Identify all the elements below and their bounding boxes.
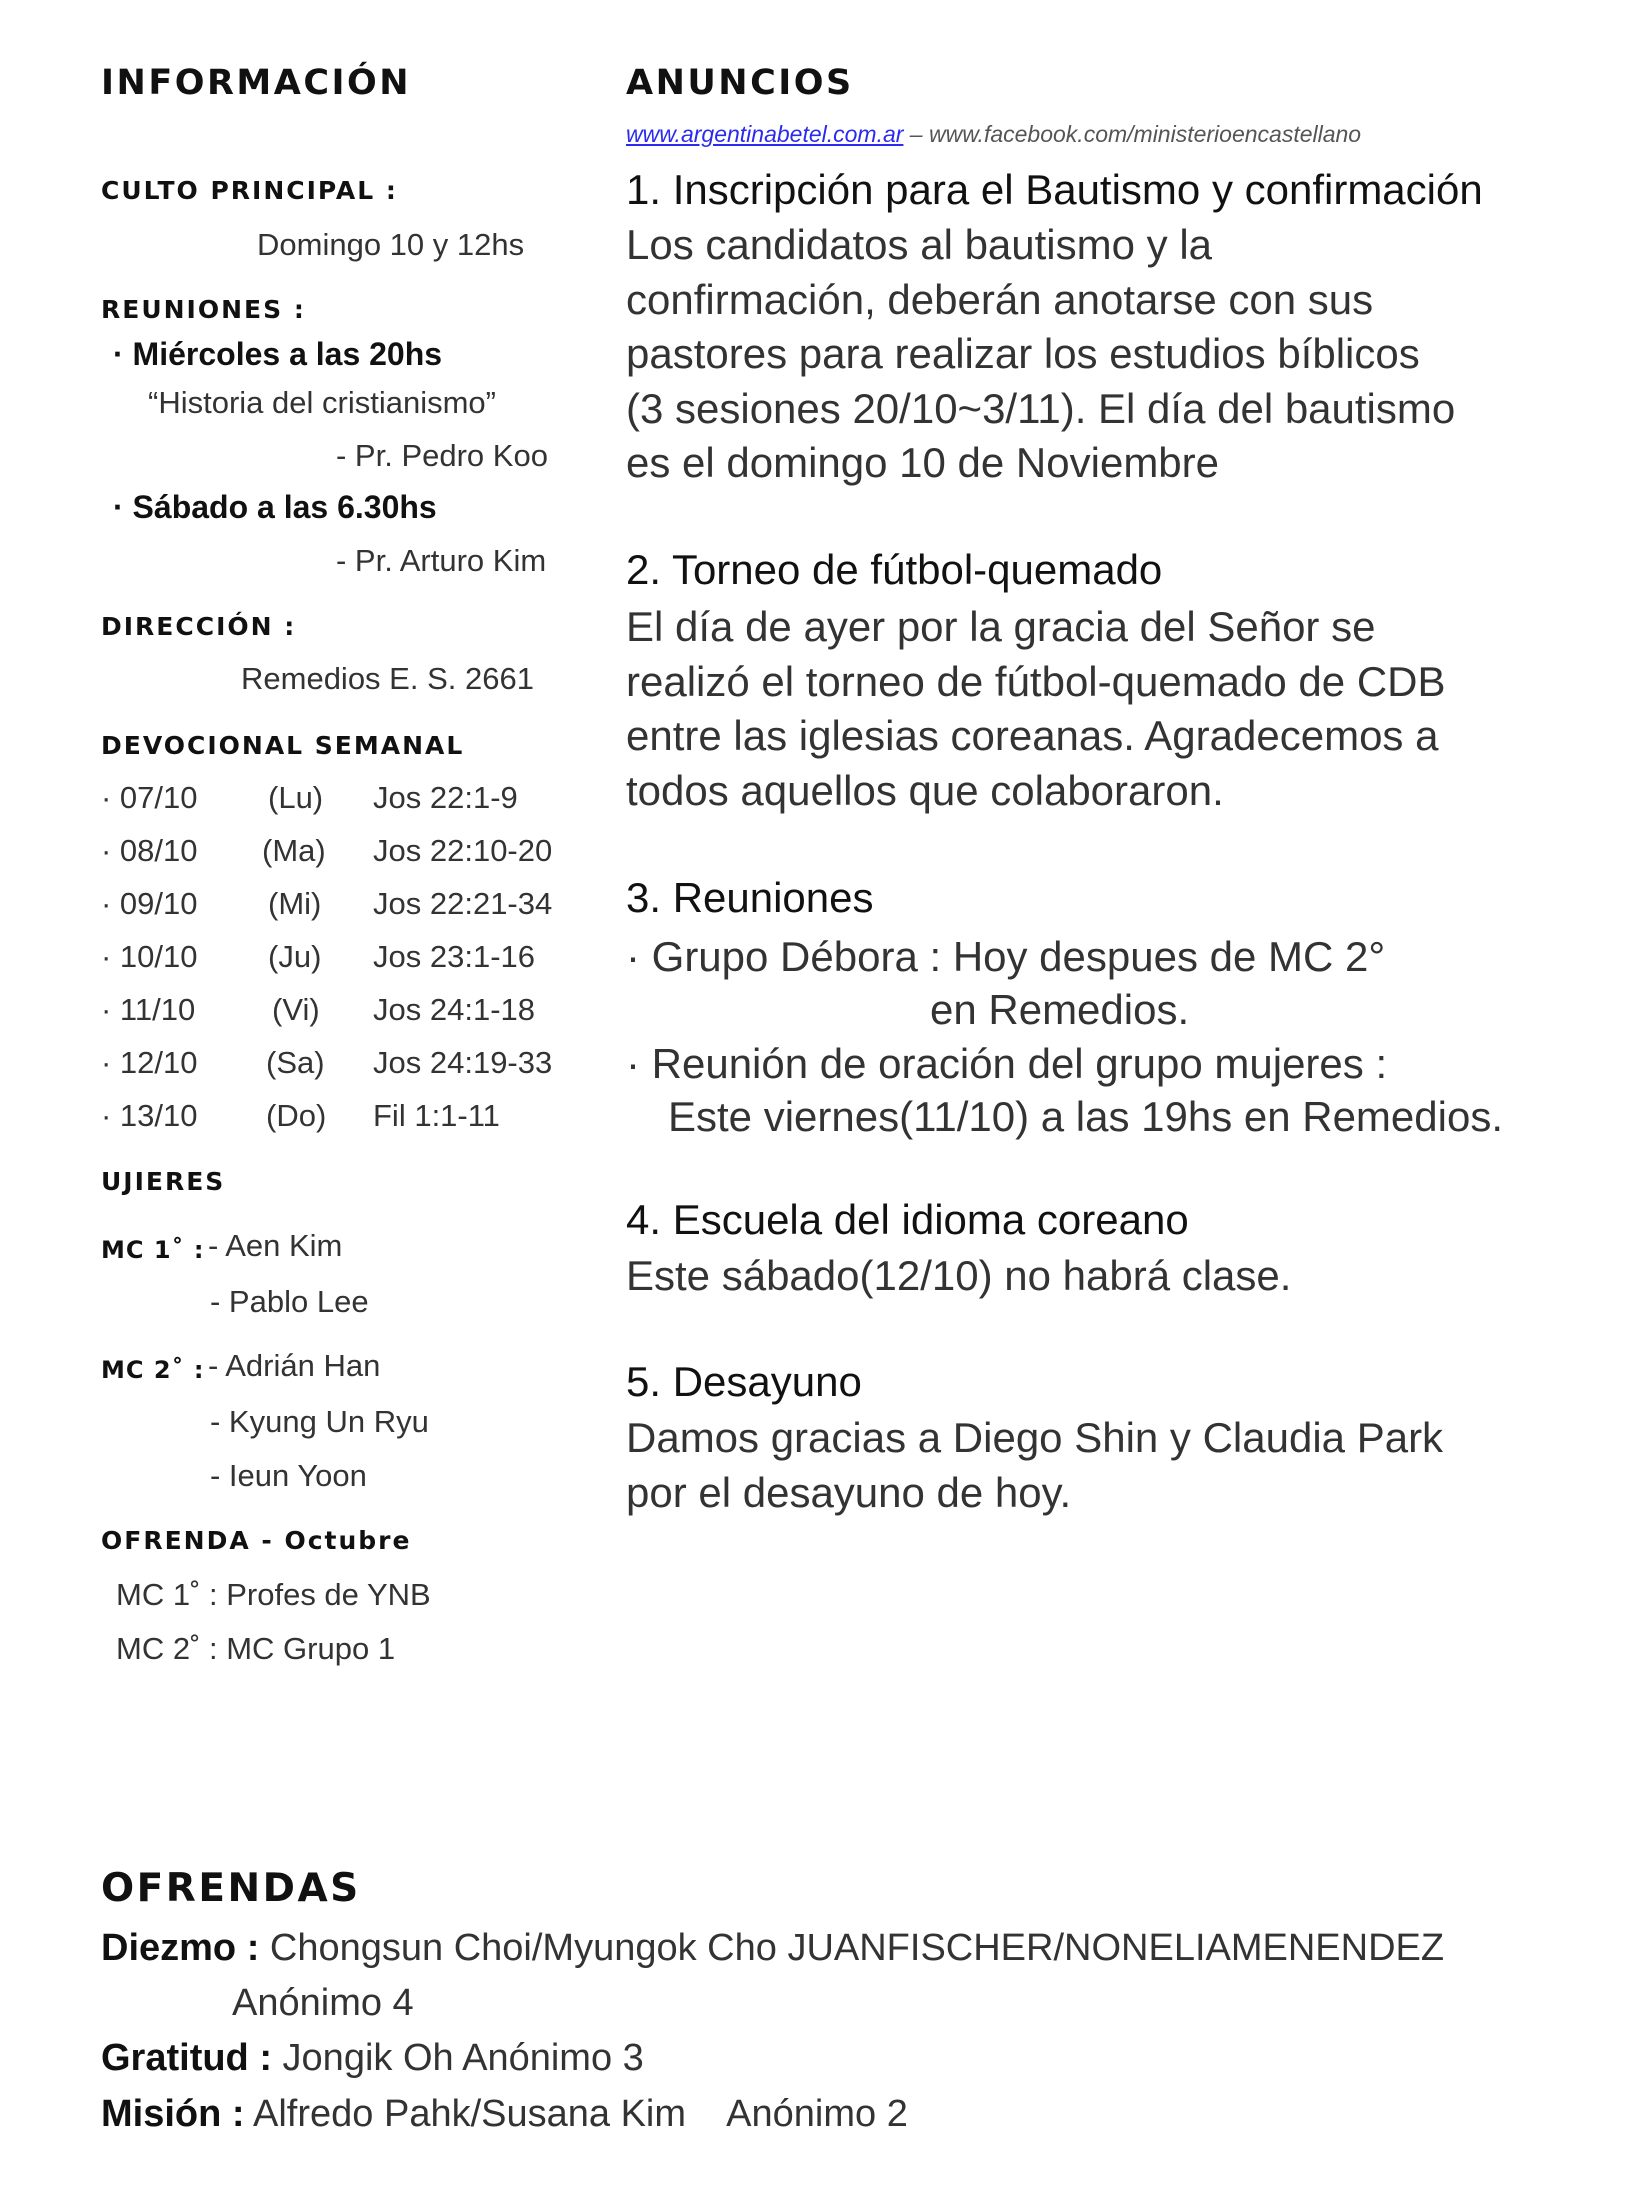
devocional-ref: Jos 22:1-9 bbox=[373, 780, 518, 815]
reunion-miercoles-pastor: - Pr. Pedro Koo bbox=[336, 438, 548, 473]
direccion-value: Remedios E. S. 2661 bbox=[241, 661, 534, 696]
anuncio-title: 2. Torneo de fútbol-quemado bbox=[626, 546, 1163, 593]
devocional-ref: Jos 22:10-20 bbox=[373, 833, 553, 868]
anuncio-line: es el domingo 10 de Noviembre bbox=[626, 439, 1220, 486]
mision-value: Alfredo Pahk/Susana Kim Anónimo 2 bbox=[253, 2093, 908, 2135]
devocional-day: (Ju) bbox=[268, 939, 322, 974]
diezmo-label: Diezmo : bbox=[101, 1927, 260, 1969]
diezmo-value: Chongsun Choi/Myungok Cho JUANFISCHER/NONELIAMENENDEZ bbox=[269, 1927, 1445, 1969]
anuncio-body: en Remedios. bbox=[930, 986, 1190, 1033]
anuncio-body: · Reunión de oración del grupo mujeres : bbox=[626, 1040, 1388, 1087]
reuniones-label: REUNIONES : bbox=[101, 295, 306, 324]
anuncio-line: confirmación, deberán anotarse con sus bbox=[626, 275, 1374, 323]
devocional-day: (Ma) bbox=[262, 833, 326, 868]
ofrenda-mc1: MC 1˚ : Profes de YNB bbox=[116, 1577, 431, 1612]
ofrendas-mision bbox=[101, 2093, 908, 2136]
gratitud-label: Gratitud : bbox=[101, 2037, 272, 2079]
ofrenda-mc2: MC 2˚ : MC Grupo 1 bbox=[116, 1631, 396, 1666]
devocional-day: (Lu) bbox=[268, 780, 324, 815]
anuncio-title: 1. Inscripción para el Bautismo y confirmación bbox=[626, 166, 1483, 213]
anuncio-body bbox=[626, 1411, 1443, 1520]
anuncio-line: (3 sesiones 20/10~3/11). El día del bautismo bbox=[626, 384, 1456, 432]
ujieres-mc1-label: MC 1˚ : bbox=[101, 1236, 205, 1264]
culto-label: CULTO PRINCIPAL : bbox=[101, 176, 398, 205]
website-link[interactable]: www.argentinabetel.com.ar bbox=[626, 121, 904, 147]
anuncio-line: todos aquellos que colaboraron. bbox=[626, 766, 1224, 814]
reunion-sabado: · Sábado a las 6.30hs bbox=[113, 489, 437, 525]
reunion-miercoles: · Miércoles a las 20hs bbox=[113, 336, 443, 372]
anuncio-line: pastores para realizar los estudios bíblicos bbox=[626, 330, 1420, 377]
info-title: INFORMACIÓN bbox=[101, 63, 412, 103]
anuncio-line: Los candidatos al bautismo y la bbox=[626, 221, 1213, 268]
devocional-ref: Jos 24:1-18 bbox=[373, 992, 535, 1027]
ofrendas-title: OFRENDAS bbox=[101, 1866, 361, 1911]
ujieres-mc2-label: MC 2˚ : bbox=[101, 1356, 205, 1384]
devocional-ref: Jos 24:19-33 bbox=[373, 1045, 553, 1080]
direccion-label: DIRECCIÓN : bbox=[101, 612, 297, 641]
anuncio-line: por el desayuno de hoy. bbox=[626, 1468, 1072, 1516]
mision-label: Misión : bbox=[101, 2093, 245, 2135]
devocional-ref: Fil 1:1-11 bbox=[373, 1098, 500, 1133]
devocional-ref: Jos 23:1-16 bbox=[373, 939, 535, 974]
ofrendas-gratitud bbox=[101, 2037, 644, 2080]
devocional-date: · 09/10 bbox=[101, 886, 198, 921]
culto-value: Domingo 10 y 12hs bbox=[257, 227, 525, 262]
devocional-date: · 11/10 bbox=[101, 992, 196, 1027]
anuncio-line: Damos gracias a Diego Shin y Claudia Park bbox=[626, 1414, 1444, 1461]
devocional-label: DEVOCIONAL SEMANAL bbox=[101, 731, 465, 760]
ujier-name: - Adrián Han bbox=[208, 1348, 381, 1383]
devocional-date: · 07/10 bbox=[101, 780, 198, 815]
anuncio-body: Este viernes(11/10) a las 19hs en Remedios. bbox=[668, 1093, 1503, 1140]
devocional-ref: Jos 22:21-34 bbox=[373, 886, 553, 921]
link-separator: – bbox=[903, 121, 929, 147]
facebook-link[interactable]: www.facebook.com/ministerioencastellano bbox=[929, 121, 1362, 147]
devocional-day: (Vi) bbox=[272, 992, 320, 1027]
anuncio-body bbox=[626, 600, 1446, 818]
ujieres-label: UJIERES bbox=[101, 1167, 226, 1196]
devocional-date: · 13/10 bbox=[101, 1098, 198, 1133]
devocional-day: (Sa) bbox=[266, 1045, 325, 1080]
anuncio-line: entre las iglesias coreanas. Agradecemos a bbox=[626, 712, 1439, 759]
anuncio-body: Este sábado(12/10) no habrá clase. bbox=[626, 1252, 1292, 1299]
devocional-date: · 10/10 bbox=[101, 939, 198, 974]
devocional-date: · 08/10 bbox=[101, 833, 198, 868]
devocional-date: · 12/10 bbox=[101, 1045, 198, 1080]
ujier-name: - Ieun Yoon bbox=[210, 1458, 367, 1493]
anuncio-title: 3. Reuniones bbox=[626, 874, 874, 921]
ujier-name: - Aen Kim bbox=[208, 1228, 343, 1263]
reunion-miercoles-topic: “Historia del cristianismo” bbox=[148, 385, 496, 420]
anuncio-title: 5. Desayuno bbox=[626, 1358, 862, 1405]
anuncio-title: 4. Escuela del idioma coreano bbox=[626, 1196, 1189, 1243]
ofrenda-octubre-label: OFRENDA - Octubre bbox=[101, 1526, 412, 1555]
gratitud-value: Jongik Oh Anónimo 3 bbox=[282, 2037, 644, 2079]
diezmo-value-2: Anónimo 4 bbox=[232, 1982, 414, 2024]
anuncio-line: El día de ayer por la gracia del Señor se bbox=[626, 603, 1376, 650]
devocional-day: (Mi) bbox=[268, 886, 322, 921]
devocional-day: (Do) bbox=[266, 1098, 327, 1133]
anuncios-title: ANUNCIOS bbox=[626, 63, 854, 103]
reunion-sabado-pastor: - Pr. Arturo Kim bbox=[336, 543, 547, 578]
anuncios-links bbox=[626, 121, 1361, 148]
anuncio-line: realizó el torneo de fútbol-quemado de CDB bbox=[626, 657, 1446, 705]
anuncio-body: · Grupo Débora : Hoy despues de MC 2° bbox=[626, 933, 1386, 980]
ujier-name: - Pablo Lee bbox=[210, 1284, 369, 1319]
ofrendas-diezmo bbox=[101, 1927, 1444, 1970]
anuncio-body bbox=[626, 218, 1455, 491]
ujier-name: - Kyung Un Ryu bbox=[210, 1404, 429, 1439]
